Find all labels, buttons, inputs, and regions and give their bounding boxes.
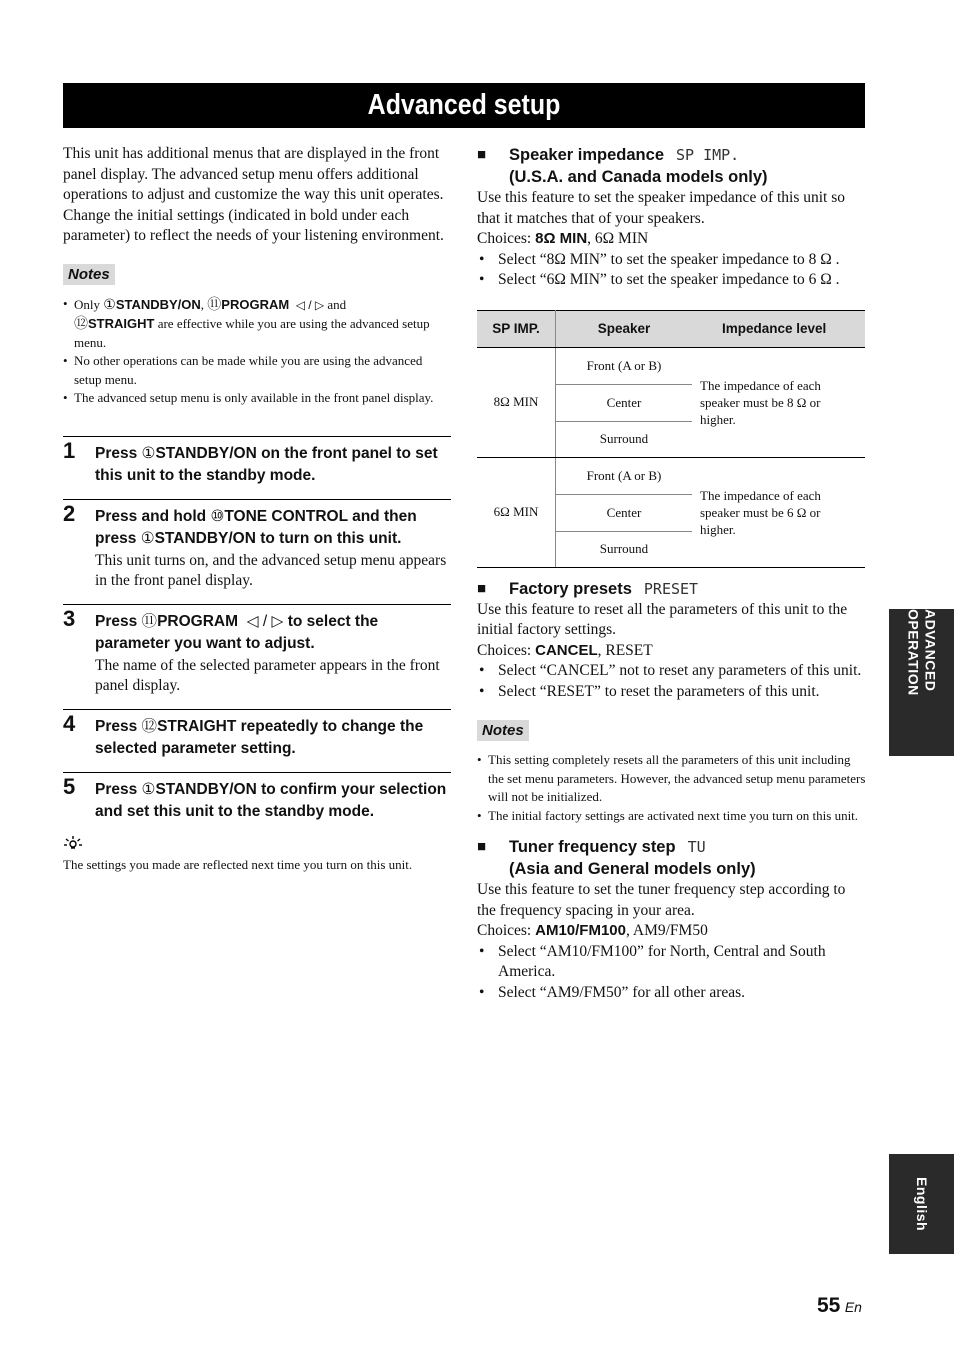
speaker-impedance-heading: ■ Speaker impedance SP IMP. (U.S.A. and Canada models only) <box>477 146 768 186</box>
tuner-heading: ■ Tuner frequency step TU (Asia and General models only) <box>477 838 756 878</box>
page-number: 55 En <box>817 1294 862 1317</box>
list-item: • Select “8Ω MIN” to set the speaker impedance to 8 Ω . <box>477 250 867 271</box>
list-item: • Select “RESET” to reset the parameters of this unit. <box>477 682 867 703</box>
notes-list <box>63 295 451 408</box>
steps-list <box>63 436 451 835</box>
right-column <box>477 144 867 1003</box>
step-3-description: The name of the selected parameter appears in the front panel display. <box>95 656 440 694</box>
table-header: Impedance level <box>692 310 865 347</box>
table-row: 8Ω MIN Front (A or B) The impedance of each speaker must be 8 Ω or higher. <box>477 347 865 384</box>
step-4: 4 Press ⑫STRAIGHT repeatedly to change the selected parameter setting. <box>63 709 451 772</box>
notes-label: Notes <box>477 720 529 741</box>
tuner-choices: Choices: AM10/FM100, AM9/FM50 <box>477 922 708 939</box>
tip-box <box>63 835 451 875</box>
note-item: • This setting completely resets all the parameters of this unit including the set menu parameters. However, the advanced setup menu parameters will not be initialized. <box>477 751 867 807</box>
page-title: Advanced setup <box>63 83 865 128</box>
table-header: SP IMP. <box>477 310 556 347</box>
note-item: • The advanced setup menu is only available in the front panel display. <box>63 389 451 408</box>
speaker-impedance-bullets <box>477 250 867 291</box>
notes-label: Notes <box>63 264 115 285</box>
lightbulb-icon <box>63 835 83 851</box>
tuner-bullets <box>477 942 867 1004</box>
table-row: Center <box>477 384 865 421</box>
factory-presets-desc: Use this feature to reset all the parameters of this unit to the initial factory settings. <box>477 600 848 638</box>
tip-text: The settings you made are reflected next time you turn on this unit. <box>63 856 413 872</box>
table-row: Surround <box>477 531 865 567</box>
note-item: • The initial factory settings are activated next time you turn on this unit. <box>477 807 867 826</box>
list-item: • Select “6Ω MIN” to set the speaker impedance to 6 Ω . <box>477 270 867 291</box>
speaker-impedance-desc: Use this feature to set the speaker impedance of this unit so that it matches that of your speakers. <box>477 189 846 227</box>
note-item: • Only ①STANDBY/ON, ⑪PROGRAM ◁ / ▷ and ⑫STRAIGHT are effective while you are using the advanced setup menu. <box>63 295 451 353</box>
step-1: 1 Press ①STANDBY/ON on the front panel to set this unit to the standby mode. <box>63 436 451 499</box>
side-tab-english: English <box>889 1154 954 1254</box>
impedance-table <box>477 310 865 568</box>
factory-presets-bullets <box>477 661 867 702</box>
table-row: Center <box>477 494 865 531</box>
table-row: 6Ω MIN Front (A or B) The impedance of each speaker must be 6 Ω or higher. <box>477 457 865 494</box>
table-row: Surround <box>477 421 865 457</box>
step-2: 2 Press and hold ⑩TONE CONTROL and then press ①STANDBY/ON to turn on this unit. This unit turns on, and the advanced setup menu appears in the front panel display. <box>63 499 451 604</box>
factory-presets-choices: Choices: CANCEL, RESET <box>477 641 653 659</box>
step-2-description: This unit turns on, and the advanced setup menu appears in the front panel display. <box>95 551 447 589</box>
speaker-impedance-choices: Choices: 8Ω MIN, 6Ω MIN <box>477 230 649 247</box>
left-column <box>63 144 451 874</box>
step-5: 5 Press ①STANDBY/ON to confirm your selection and set this unit to the standby mode. <box>63 772 451 835</box>
factory-presets-heading: ■ Factory presets PRESET <box>477 579 699 598</box>
factory-notes-list <box>477 751 867 825</box>
list-item: • Select “AM9/FM50” for all other areas. <box>477 983 867 1004</box>
list-item: • Select “AM10/FM100” for North, Central and South America. <box>477 942 867 983</box>
side-tab-advanced-operation: ADVANCED OPERATION <box>889 609 954 756</box>
step-3: 3 Press ⑪PROGRAM ◁ / ▷ to select the parameter you want to adjust. The name of the selected parameter appears in the front panel display. <box>63 604 451 709</box>
tuner-desc: Use this feature to set the tuner frequency step according to the frequency spacing in your area. <box>477 881 846 919</box>
table-header: Speaker <box>556 310 693 347</box>
list-item: • Select “CANCEL” not to reset any parameters of this unit. <box>477 661 867 682</box>
note-item: • No other operations can be made while you are using the advanced setup menu. <box>63 352 451 389</box>
intro-paragraph: This unit has additional menus that are displayed in the front panel display. The advanced setup menu offers additional operations to adjust and customize the way this unit operates. Change the initial settings (indicated in bold under each parameter) to reflect the needs of your listening environment. <box>63 145 444 244</box>
